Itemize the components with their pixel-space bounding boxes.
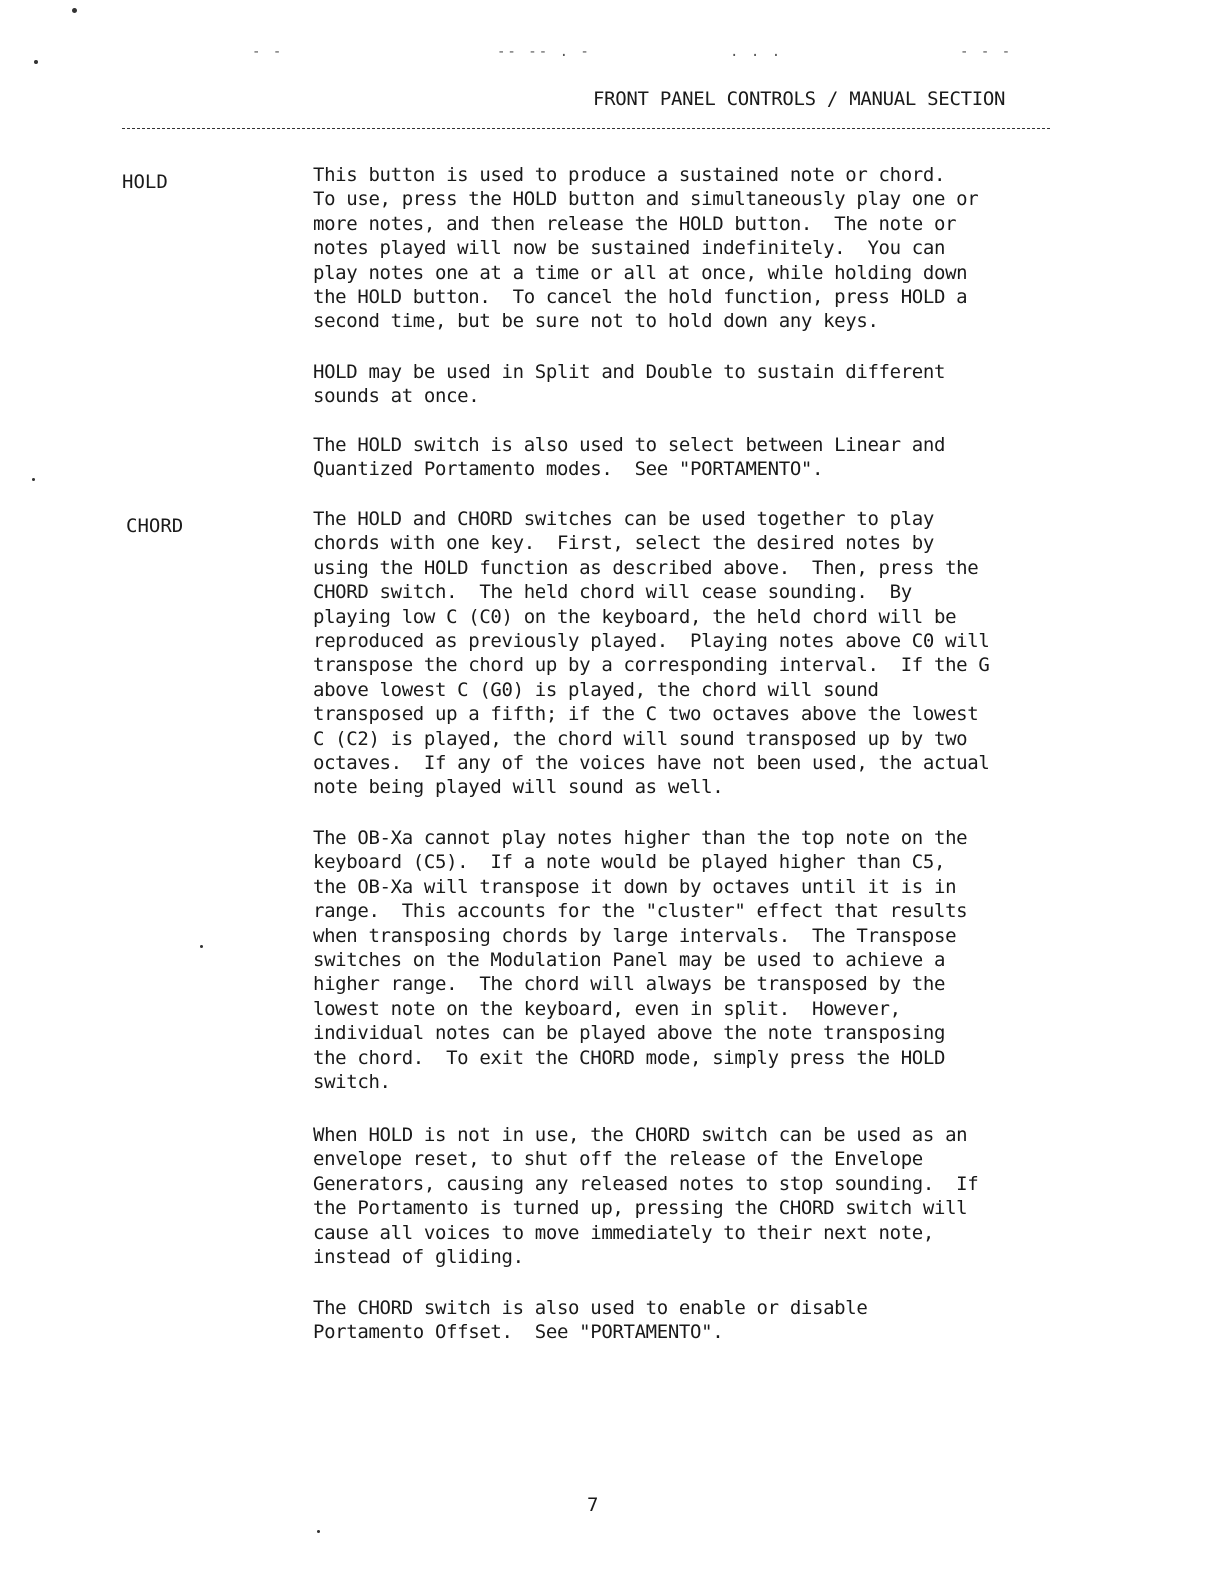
scan-artifact: - - -: [960, 44, 1013, 60]
scan-artifact: . . .: [730, 44, 783, 60]
page-number: 7: [587, 1494, 599, 1516]
hold-paragraph-3: The HOLD switch is also used to select between Linear and Quantized Portamento modes. See "PORTAMENTO".: [313, 434, 946, 481]
header-divider: [122, 128, 1050, 129]
hold-paragraph-2: HOLD may be used in Split and Double to sustain different sounds at once.: [313, 361, 946, 408]
page-header-title: FRONT PANEL CONTROLS / MANUAL SECTION: [593, 88, 1006, 110]
scan-speck: [200, 945, 203, 948]
hold-paragraph-1: This button is used to produce a sustained note or chord. To use, press the HOLD button and simultaneously play one or more notes, and then release the HOLD button. The note or notes played will now be sustained indefinitely. You can play notes one at a time or all at once, while holding down the HOLD button. To cancel the hold function, press HOLD a second time, but be sure not to hold down any keys.: [313, 164, 979, 333]
scan-speck: [72, 8, 77, 13]
scan-speck: [317, 1530, 320, 1533]
chord-paragraph-4: The CHORD switch is also used to enable or disable Portamento Offset. See "PORTAMENTO".: [313, 1297, 868, 1344]
chord-paragraph-1: The HOLD and CHORD switches can be used together to play chords with one key. First, select the desired notes by using the HOLD function as described above. Then, press the CHORD switch. The held chord will cease sounding. By playing low C (C0) on the keyboard, the held chord will be reproduced as previously played. Playing notes above C0 will transpose the chord up by a corresponding interval. If the G above lowest C (G0) is played, the chord will sound transposed up a fifth; if the C two octaves above the lowest C (C2) is played, the chord will sound transposed up by two octaves. If any of the voices have not been used, the actual note being played will sound as well.: [313, 508, 990, 799]
chord-paragraph-3: When HOLD is not in use, the CHORD switch can be used as an envelope reset, to shut off the release of the Envelope Generators, causing any released notes to stop sounding. If the Portamento is turned up, pressing the CHORD switch will cause all voices to move immediately to their next note, instead of gliding.: [313, 1124, 979, 1269]
section-term-chord: CHORD: [126, 515, 184, 537]
scan-speck: [34, 60, 38, 64]
scan-artifact: - -: [252, 44, 284, 60]
scan-speck: [32, 478, 35, 481]
chord-paragraph-2: The OB-Xa cannot play notes higher than the top note on the keyboard (C5). If a note would be played higher than C5, the OB-Xa will transpose it down by octaves until it is in range. This accounts for the "cluster" effect that results when transposing chords by large intervals. The Transpose switches on the Modulation Panel may be used to achieve a higher range. The chord will always be transposed by the lowest note on the keyboard, even in split. However, individual notes can be played above the note transposing the chord. To exit the CHORD mode, simply press the HOLD switch.: [313, 827, 968, 1094]
section-term-hold: HOLD: [122, 171, 168, 193]
scan-artifact: -- -- . -: [497, 44, 591, 60]
